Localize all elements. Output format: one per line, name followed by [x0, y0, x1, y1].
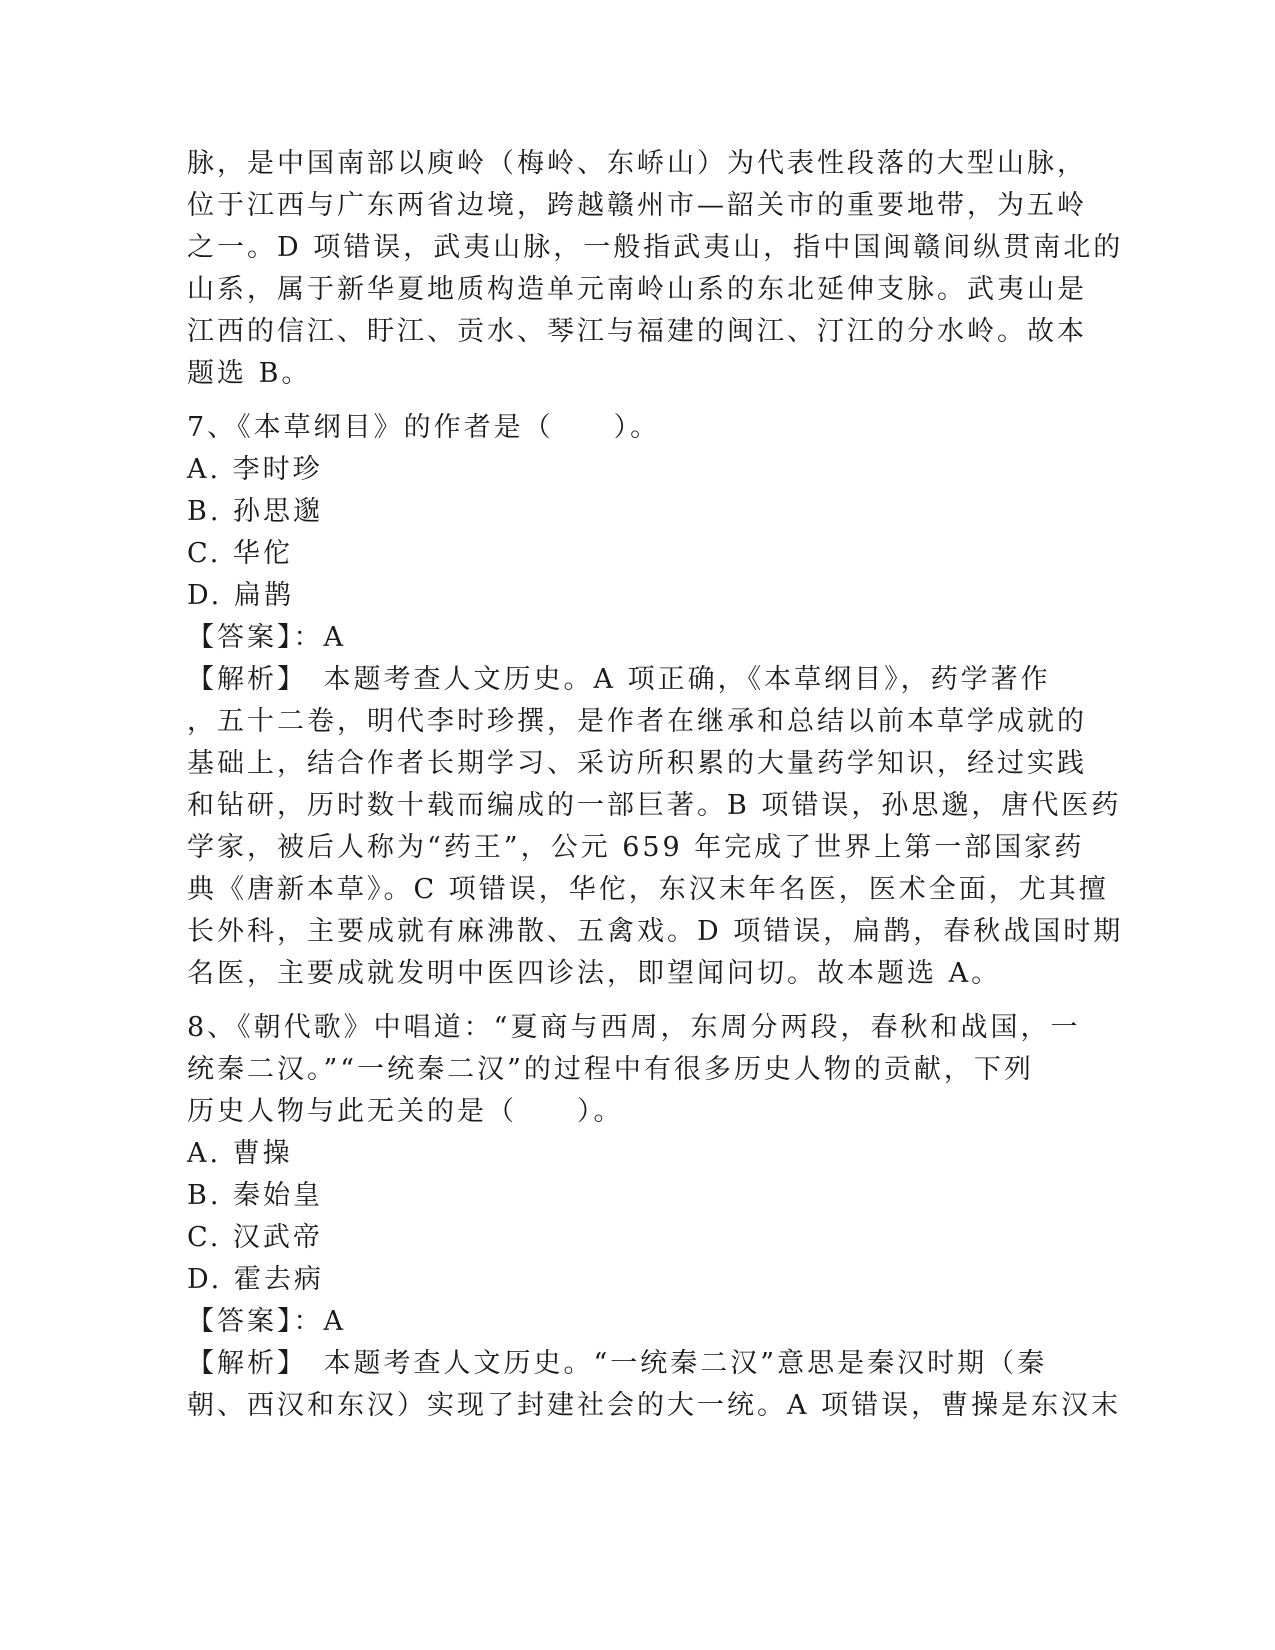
question-7-option-d: D. 扁鹊	[187, 580, 294, 611]
question-7-answer: 【答案】：A	[187, 622, 346, 653]
question-7-analysis-line: 【解析】 本题考查人文历史。A 项正确，《本草纲目》，药学著作	[187, 664, 1051, 695]
question-7-analysis-line: ，五十二卷，明代李时珍撰，是作者在继承和总结以前本草学成就的	[187, 706, 1087, 737]
text-line: 山系，属于新华夏地质构造单元南岭山系的东北延伸支脉。武夷山是	[187, 274, 1087, 305]
question-7	[187, 407, 1124, 995]
question-8	[187, 1007, 1122, 1427]
spacer	[187, 995, 1087, 1007]
question-8-option-c: C. 汉武帝	[187, 1222, 323, 1253]
question-8-stem-line: 统秦二汉。”“一统秦二汉”的过程中有很多历史人物的贡献，下列	[187, 1054, 1034, 1085]
text-line: 题选 B。	[187, 358, 312, 389]
text-line: 脉，是中国南部以庾岭（梅岭、东峤山）为代表性段落的大型山脉，	[187, 148, 1087, 179]
question-8-option-d: D. 霍去病	[187, 1264, 324, 1295]
question-7-stem: 7、《本草纲目》的作者是（ ）。	[187, 412, 661, 443]
question-7-analysis-line: 名医，主要成就发明中医四诊法，即望闻问切。故本题选 A。	[187, 958, 1002, 989]
question-8-option-b: B. 秦始皇	[187, 1180, 324, 1211]
question-8-analysis-line: 【解析】 本题考查人文历史。“一统秦二汉”意思是秦汉时期（秦	[187, 1348, 1048, 1379]
question-7-analysis-line: 基础上，结合作者长期学习、采访所积累的大量药学知识，经过实践	[187, 748, 1087, 779]
text-line: 江西的信江、盱江、贡水、琴江与福建的闽江、汀江的分水岭。故本	[187, 316, 1087, 347]
question-8-analysis-line: 朝、西汉和东汉）实现了封建社会的大一统。A 项错误，曹操是东汉末	[187, 1390, 1122, 1421]
question-7-option-b: B. 孙思邈	[187, 496, 324, 527]
question-7-analysis-line: 典《唐新本草》。C 项错误，华佗，东汉末年名医，医术全面，尤其擅	[187, 874, 1109, 905]
text-line: 之一。D 项错误，武夷山脉，一般指武夷山，指中国闽赣间纵贯南北的	[187, 232, 1124, 263]
text-line: 位于江西与广东两省边境，跨越赣州市—韶关市的重要地带，为五岭	[187, 190, 1087, 221]
question-7-option-c: C. 华佗	[187, 538, 293, 569]
question-7-analysis-line: 长外科，主要成就有麻沸散、五禽戏。D 项错误，扁鹊，春秋战国时期	[187, 916, 1124, 947]
question-8-stem-line: 历史人物与此无关的是（ ）。	[187, 1096, 624, 1127]
question-8-answer: 【答案】：A	[187, 1306, 346, 1337]
previous-analysis-continuation	[187, 143, 1124, 395]
document-content	[187, 143, 1124, 1427]
question-8-stem-line: 8、《朝代歌》中唱道：“夏商与西周，东周分两段，春秋和战国，一	[187, 1012, 1081, 1043]
question-7-analysis-line: 和钻研，历时数十载而编成的一部巨著。B 项错误，孙思邈，唐代医药	[187, 790, 1122, 821]
question-7-option-a: A. 李时珍	[187, 454, 323, 485]
question-7-analysis-line: 学家，被后人称为“药王”，公元 659 年完成了世界上第一部国家药	[187, 832, 1085, 863]
spacer	[187, 395, 1087, 407]
question-8-option-a: A. 曹操	[187, 1138, 293, 1169]
